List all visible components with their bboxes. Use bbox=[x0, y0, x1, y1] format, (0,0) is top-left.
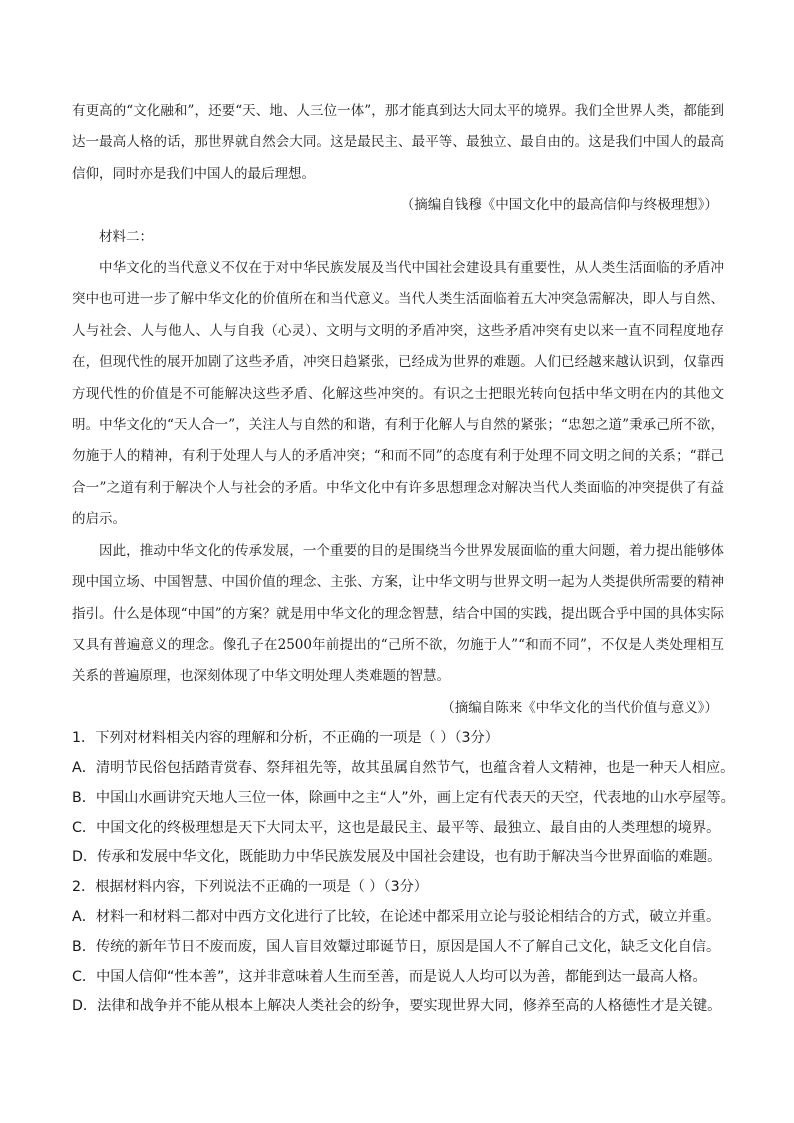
material2-paragraph-1: 中华文化的当代意义不仅在于对中华民族发展及当代中国社会建设具有重要性，从人类生活面临的矛盾冲突中也可进一步了解中华文化的价值所在和当代意义。当代人类生活面临着五大冲突急需解决，即人与自然、人与社会、人与他人、人与自我（心灵）、文明与文明的矛盾冲突，这些矛盾冲突有史以来一直不同程度地存在，但现代性的展开加剧了这些矛盾，冲突日趋紧张，已经成为世界的难题。人们已经越来越认识到，仅靠西方现代性的价值是不可能解决这些矛盾、化解这些冲突的。有识之士把眼光转向包括中华文明在内的其他文明。中华文化的“天人合一”，关注人与自然的和谐，有利于化解人与自然的紧张；“忠恕之道”秉承己所不欲，勿施于人的精神，有利于处理人与人的矛盾冲突；“和而不同”的态度有利于处理不同文明之间的关系；“群己合一”之道有利于解决个人与社会的矛盾。中华文化中有许多思想理念对解决当代人类面临的冲突提供了有益的启示。 bbox=[72, 260, 724, 528]
option-b: B．传统的新年节日不废而废，国人盲目效颦过耶诞节日，原因是国人不了解自己文化，缺乏文化自信。 bbox=[72, 938, 721, 955]
document-page bbox=[72, 96, 735, 1022]
option-d: D．传承和发展中华文化，既能助力中华民族发展及中国社会建设，也有助于解决当今世界面临的难题。 bbox=[72, 849, 722, 866]
question-stem: 2．根据材料内容，下列说法不正确的一项是（ ）（3分） bbox=[72, 879, 428, 896]
question-1 bbox=[72, 724, 735, 873]
material1-source-citation: （摘编自钱穆《中国文化中的最高信仰与终极理想》） bbox=[400, 197, 718, 214]
option-b: B．中国山水画讲究天地人三位一体，除画中之主“人”外，画上定有代表天的天空，代表地的山水亭屋等。 bbox=[72, 789, 735, 806]
material2-paragraph-2: 因此，推动中华文化的传承发展，一个重要的目的是围绕当今世界发展面临的重大问题，着力提出能够体现中国立场、中国智慧、中国价值的理念、主张、方案，让中华文明与世界文明一起为人类提供所需要的精神指引。什么是体现“中国”的方案？就是用中华文化的理念智慧，结合中国的实践，提出既合乎中国的具体实际又具有普遍意义的理念。像孔子在2500年前提出的“己所不欲，勿施于人”“和而不同”，不仅是人类处理相互关系的普遍原理，也深刻体现了中华文明处理人类难题的智慧。 bbox=[72, 542, 724, 685]
option-d: D．法律和战争并不能从根本上解决人类社会的纷争，要实现世界大同，修养至高的人格德性才是关键。 bbox=[72, 998, 722, 1015]
option-a: A．材料一和材料二都对中西方文化进行了比较，在论述中都采用立论与驳论相结合的方式，破立并重。 bbox=[72, 908, 721, 925]
option-c: C．中国文化的终极理想是天下大同太平，这也是最民主、最平等、最独立、最自由的人类理想的境界。 bbox=[72, 819, 721, 836]
material2-source-citation: （摘编自陈来《中华文化的当代价值与意义》） bbox=[441, 699, 718, 716]
question-2 bbox=[72, 873, 724, 1022]
question-stem: 1．下列对材料相关内容的理解和分析，不正确的一项是（ ）（3分） bbox=[72, 730, 499, 747]
material2-label: 材料二： bbox=[99, 228, 153, 245]
option-a: A．清明节民俗包括踏青赏春、祭拜祖先等，故其虽属自然节气，也蕴含着人文精神，也是一种天人相应。 bbox=[72, 759, 735, 776]
option-c: C．中国人信仰“性本善”，这并非意味着人生而至善，而是说人人均可以为善，都能到达一最高人格。 bbox=[72, 968, 707, 985]
material1-tail-paragraph: 有更高的“文化融和”，还要“天、地、人三位一体”，那才能真到达大同太平的境界。我们全世界人类，都能到达一最高人格的话，那世界就自然会大同。这是最民主、最平等、最独立、最自由的。这是我们中国人的最高信仰，同时亦是我们中国人的最后理想。 bbox=[72, 103, 724, 182]
